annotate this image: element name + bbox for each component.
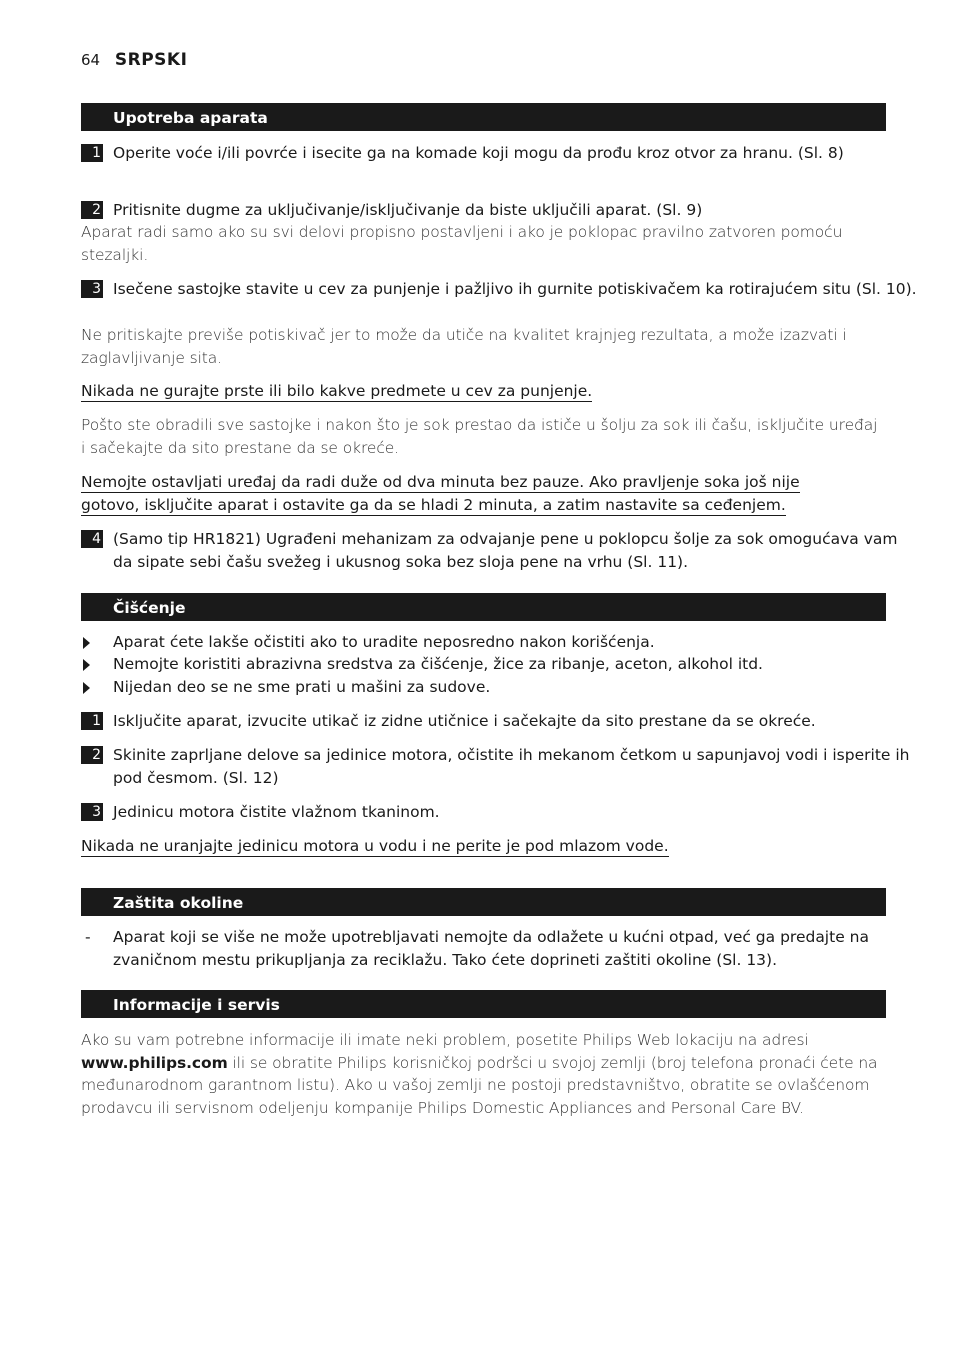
step-text: Isečene sastojke stavite u cev za punjenje i pažljivo ih gurnite potiskivačem ka rotirajućem situ (Sl. 10). <box>113 280 917 298</box>
section-heading-usage: Upotreba aparata <box>81 103 886 131</box>
usage-warning-2 <box>81 471 846 517</box>
step-number: 4 <box>81 530 103 548</box>
bullet-text: Aparat ćete lakše očistiti ako to uradite neposredno nakon korišćenja. <box>113 633 655 651</box>
usage-step-4 <box>81 528 918 573</box>
usage-paragraph: Pošto ste obradili sve sastojke i nakon što je sok prestao da ističe u šolju za sok ili čašu, isključite uređaj i sačekajte da sito prestane da se okreće. <box>81 416 878 457</box>
cleaning-step-3 <box>81 801 918 824</box>
environment-item <box>81 926 918 971</box>
page-number: 64 <box>81 51 101 69</box>
cleaning-step-1 <box>81 710 918 733</box>
section-heading-environment: Zaštita okoline <box>81 888 886 916</box>
usage-step-1 <box>81 142 918 165</box>
bullet-icon <box>83 659 90 671</box>
warning-text: Nikada ne gurajte prste ili bilo kakve predmete u cev za punjenje. <box>81 382 593 400</box>
step-text: Isključite aparat, izvucite utikač iz zidne utičnice i sačekajte da sito prestane da se okreće. <box>113 712 816 730</box>
step-number: 1 <box>81 712 103 730</box>
usage-step-2 <box>81 199 918 222</box>
step-number: 3 <box>81 280 103 298</box>
step-text: Skinite zaprljane delove sa jedinice motora, očistite ih mekanom četkom u sapunjavoj vodi i isperite ih pod česmom. (Sl. 12) <box>113 746 910 787</box>
warning-text: Nikada ne uranjajte jedinicu motora u vodu i ne perite je pod mlazom vode. <box>81 837 669 855</box>
language-label: SRPSKI <box>114 50 188 70</box>
info-text-after: ili se obratite Philips korisničkoj podršci u svojoj zemlji (broj telefona pronaći ćete na međunarodnom garantnom listu). Ako u vašoj zemlji ne postoji predstavništvo, obratite se ovlašćenom prodavcu ili servisnom odeljenju kompanije Philips Domestic Appliances and Personal Care BV. <box>81 1053 878 1117</box>
cleaning-step-2 <box>81 744 918 789</box>
cleaning-warning <box>81 835 886 858</box>
usage-note-2: Aparat radi samo ako su svi delovi propisno postavljeni i ako je poklopac pravilno zatvoren pomoću stezaljki. <box>81 223 843 264</box>
cleaning-bullet-1 <box>81 631 918 654</box>
step-number: 3 <box>81 803 103 821</box>
info-paragraph <box>81 1029 886 1119</box>
warning-text: Nemojte ostavljati uređaj da radi duže od dva minuta bez pauze. Ako pravljenje soka još nije gotovo, isključite aparat i ostavite ga da se hladi 2 minuta, a zatim nastavite sa ceđenjem. <box>81 473 800 514</box>
bullet-text: Nijedan deo se ne sme prati u mašini za sudove. <box>113 678 491 696</box>
step-number: 2 <box>81 746 103 764</box>
usage-note-3: Ne pritiskajte previše potiskivač jer to može da utiče na kvalitet krajnjeg rezultata, a može izazvati i zaglavljivanje sita. <box>81 326 847 367</box>
dash-marker: - <box>85 928 91 946</box>
step-text: Operite voće i/ili povrće i isecite ga na komade koji mogu da prođu kroz otvor za hranu. (Sl. 8) <box>113 144 844 162</box>
section-heading-cleaning: Čišćenje <box>81 593 886 621</box>
info-text-before: Ako su vam potrebne informacije ili imate neki problem, posetite Philips Web lokaciju na adresi <box>81 1031 809 1049</box>
bullet-text: Nemojte koristiti abrazivna sredstva za čišćenje, žice za ribanje, aceton, alkohol itd. <box>113 655 763 673</box>
environment-text: Aparat koji se više ne može upotrebljavati nemojte da odlažete u kućni otpad, već ga predajte na zvaničnom mestu prikupljanja za reciklažu. Tako ćete doprineti zaštiti okoline (Sl. 13). <box>113 928 869 969</box>
cleaning-bullet-2 <box>81 653 918 676</box>
step-text: Jedinicu motora čistite vlažnom tkaninom. <box>113 803 440 821</box>
usage-warning-1 <box>81 380 886 403</box>
bullet-icon <box>83 637 90 649</box>
step-text: Pritisnite dugme za uključivanje/isključivanje da biste uključili aparat. (Sl. 9) <box>113 201 703 219</box>
step-text: (Samo tip HR1821) Ugrađeni mehanizam za odvajanje pene u poklopcu šolje za sok omogućava vam da sipate sebi čašu svežeg i ukusnog soka bez sloja pene na vrhu (Sl. 11). <box>113 530 898 571</box>
step-number: 1 <box>81 144 103 162</box>
bullet-icon <box>83 682 90 694</box>
step-number: 2 <box>81 201 103 219</box>
usage-step-3 <box>81 278 918 301</box>
section-heading-info: Informacije i servis <box>81 990 886 1018</box>
page-header <box>81 50 187 70</box>
cleaning-bullet-3 <box>81 676 918 699</box>
philips-website-link[interactable]: www.philips.com <box>81 1053 228 1072</box>
